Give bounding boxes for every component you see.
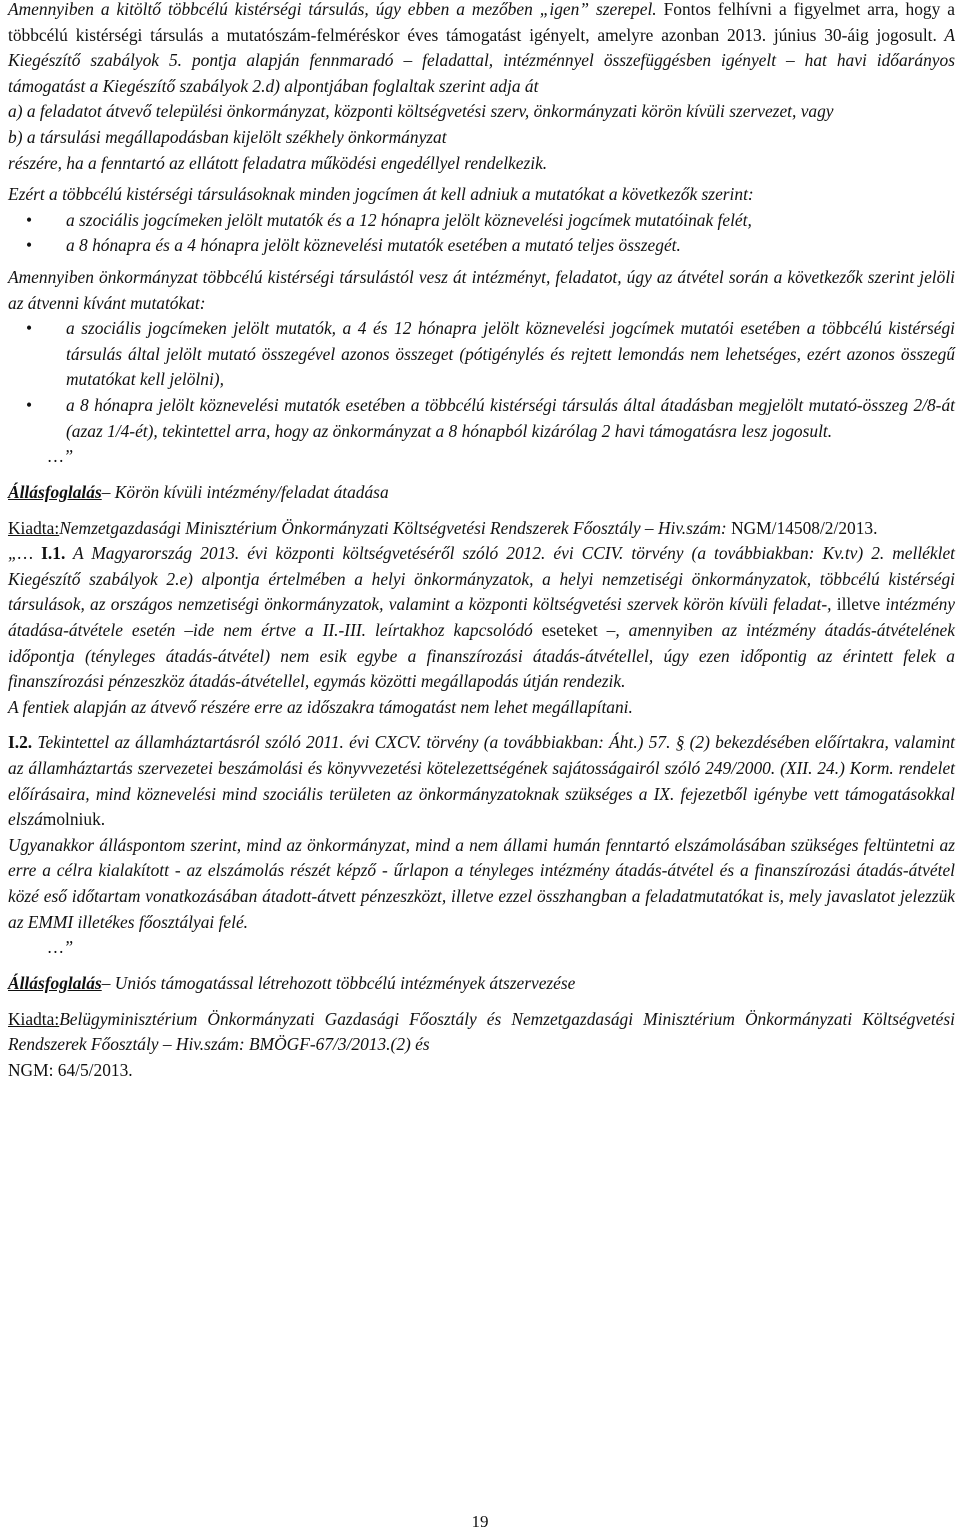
- list-item: • a szociális jogcímeken jelölt mutatók és a 12 hónapra jelölt köznevelési jogcímek mutatóinak felét,: [8, 208, 955, 234]
- section-heading: [8, 971, 955, 997]
- issuer-reference: NGM/14508/2/2013.: [726, 517, 878, 538]
- point-number: I.2.: [8, 732, 33, 753]
- issuer-text: Nemzetgazdasági Minisztérium Önkormányzati Költségvetési Rendszerek Főosztály – Hiv.szám:: [59, 517, 727, 538]
- list-item: • a szociális jogcímeken jelölt mutatók, a 4 és 12 hónapra jelölt köznevelési jogcímek mutatói esetében a többcélú kistérségi társulás által jelölt mutató összegével azonos összeget (pótigénylés és rejtett lemondás nem lehetséges, ezért azonos összegű mutatókat kell jelölni),: [26, 318, 955, 390]
- bullet-list-transfer: [8, 208, 955, 259]
- paragraph-point-I1: „… I.1. A Magyarország 2013. évi központi költségvetéséről szóló 2012. évi CCIV. törvény (a továbbiakban: Kv.tv) 2. melléklet Kiegészítő szabályok 2.e) alpontja értelmében a helyi önkormányzatok, a helyi nemzetiségi önkormányzatok, többcélú kistérségi társulások, az országos nemzetiségi önkormányzatok, valamint a központi költségvetési szervek körön kívüli feladat-, illetve intézmény átadása-átvétele esetén –ide nem értve a II.-III. leírtakhoz kapcsolódó eseteket –, amennyiben az intézmény átadás-átvételének időpontja (tényleges átadás-átvétel) nem esik egybe a finanszírozási átadás-átvétellel, úgy ezen időpontig az érintett felek a finanszírozási pénzeszköz átadás-átvétellel, egymás közötti megállapodás útján rendezik.: [8, 543, 956, 692]
- list-item: • a 8 hónapra jelölt köznevelési mutatók esetében a többcélú kistérségi társulás által átadásban megjelölt mutató-összeg 2/8-át (azaz 1/4-ét), tekintettel arra, hogy az önkormányzat a 8 hónapból kizárólag 2 havi támogatásra lesz jogosult.: [26, 394, 955, 441]
- section-heading: [8, 480, 955, 506]
- page-number: 19: [471, 1512, 489, 1531]
- heading-label: Állásfoglalás: [8, 973, 102, 994]
- paragraph-conclusion: A fentiek alapján az átvevő részére erre az időszakra támogatást nem lehet megállapítani.: [8, 696, 633, 717]
- point-number: I.1.: [41, 543, 66, 564]
- quote-end-ellipsis: …”: [48, 937, 74, 958]
- paragraph-opinion: Ugyanakkor álláspontom szerint, mind az önkormányzat, mind a nem állami humán fenntartó elszámolásában szükséges feltüntetni az erre a célra kialakított - az elszámolás részét képző - űrlapon a tényleges intézmény átadás-átvétel és a finanszírozási átadás-átvétel közé eső időtartam vonatkozásában átadott-átvett pénzeszközt, illetve ezzel összhangban a feladatmutatókat is, mely javaslatot jelezzük az EMMI illetékes főosztályai felé.: [8, 834, 955, 932]
- heading-title: – Körön kívüli intézmény/feladat átadása: [101, 482, 389, 503]
- issuer-line: [8, 1007, 955, 1058]
- issuer-reference: NGM: 64/5/2013.: [8, 1059, 133, 1080]
- issuer-text: Belügyminisztérium Önkormányzati Gazdasági Főosztály és Nemzetgazdasági Minisztérium Önkormányzati Költségvetési Rendszerek Főosztály – Hiv.szám: BMÖGF-67/3/2013.(2) és: [8, 1008, 955, 1055]
- paragraph-therefore: Ezért a többcélú kistérségi társulásoknak minden jogcímen át kell adniuk a mutatókat a következők szerint:: [8, 184, 754, 205]
- paragraph-transfer-rules: [8, 0, 955, 99]
- paragraph-acceptance: Amennyiben önkormányzat többcélú kistérségi társulástól vesz át intézményt, feladatot, úgy az átvétel során a következők szerint jelöli az átvenni kívánt mutatókat:: [8, 266, 955, 313]
- text-segment: Amennyiben a kitöltő többcélú kistérségi társulás, úgy ebben a mezőben „igen” szerepel.: [8, 0, 657, 19]
- bullet-icon: •: [26, 209, 33, 230]
- bullet-icon: •: [26, 394, 33, 415]
- heading-title: – Uniós támogatással létrehozott többcélú intézmények átszervezése: [101, 973, 576, 994]
- list-item: • a 8 hónapra és a 4 hónapra jelölt köznevelési mutatók esetében a mutató teljes összegét.: [8, 233, 955, 259]
- issuer-label: Kiadta:: [8, 1008, 60, 1029]
- paragraph-option-a: a) a feladatot átvevő települési önkormányzat, központi költségvetési szerv, önkormányzati körön kívüli szervezet, vagy: [8, 101, 834, 122]
- issuer-label: Kiadta:: [8, 517, 60, 538]
- bullet-icon: •: [26, 235, 33, 256]
- heading-label: Állásfoglalás: [8, 482, 102, 503]
- issuer-line: [8, 516, 955, 542]
- text-segment: A Kiegészítő szabályok 5. pontja alapján fennmaradó – feladattal, intézménnyel összefüggésben igényelt – hat havi időarányos támogatást a Kiegészítő szabályok 2.d) alpontjában foglaltak szerint adja át: [8, 24, 955, 96]
- paragraph-condition: részére, ha a fenntartó az ellátott feladatra működési engedéllyel rendelkezik.: [8, 152, 548, 173]
- bullet-icon: •: [26, 318, 33, 339]
- paragraph-option-b: b) a társulási megállapodásban kijelölt székhely önkormányzat: [8, 126, 447, 147]
- text-segment: Fontos felhívni a figyelmet arra, hogy a többcélú kistérségi társulás a mutatószám-felméréskor éves támogatást igényelt, amelyre azonban 2013. június 30-áig jogosult.: [8, 0, 955, 45]
- paragraph-point-I2: I.2. Tekintettel az államháztartásról szóló 2011. évi CXCV. törvény (a továbbiakban: Áht.) 57. § (2) bekezdésében előírtakra, valamint az államháztartás szervezetei beszámolási és könyvvezetési kötelezettségének sajátosságairól szóló 249/2000. (XII. 24.) Korm. rendelet előírásaira, mind köznevelési mind szociális területen az önkormányzatoknak szükséges a IX. fejezetből igénybe vett támogatásokkal elszámolniuk.: [8, 732, 955, 830]
- quote-end-ellipsis: …”: [48, 446, 74, 467]
- bullet-list-acceptance: [8, 316, 955, 444]
- document-page: [8, 0, 955, 1084]
